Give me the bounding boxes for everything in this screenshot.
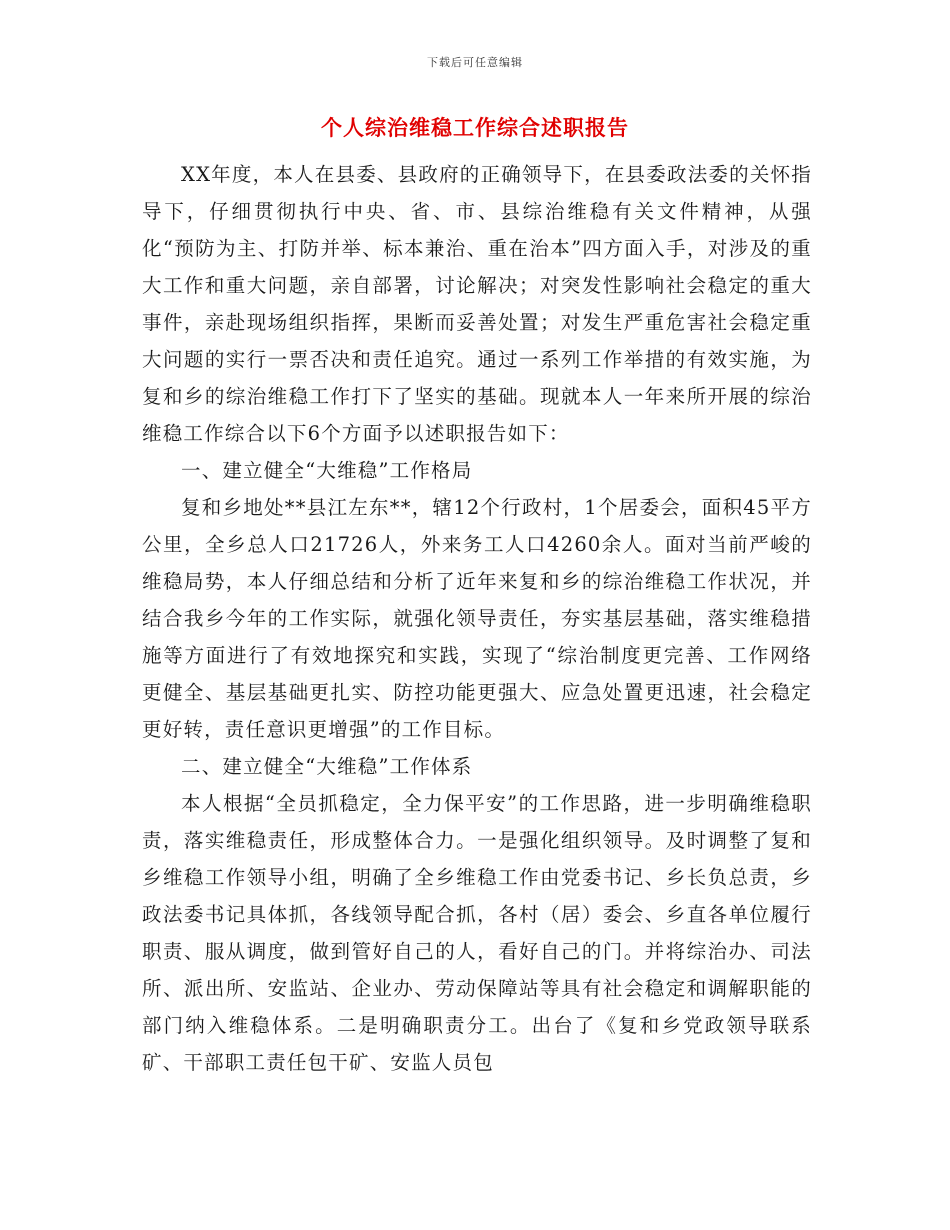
paragraph-section-2: 本人根据“全员抓稳定，全力保平安”的工作思路，进一步明确维稳职责，落实维稳责任，形成整体合力。一是强化组织领导。及时调整了复和乡维稳工作领导小组，明确了全乡维稳工作由党委书记、乡长负总责，乡政法委书记具体抓，各线领导配合抓，各村（居）委会、乡直各单位履行职责、服从调度，做到管好自己的人，看好自己的门。并将综治办、司法所、派出所、安监站、企业办、劳动保障站等具有社会稳定和调解职能的部门纳入维稳体系。二是明确职责分工。出台了《复和乡党政领导联系矿、干部职工责任包干矿、安监人员包 xyxy=(142,792,812,1074)
document-body xyxy=(142,156,812,1081)
section-heading-2: 二、建立健全“大维稳”工作体系 xyxy=(181,755,473,778)
document-title: 个人综治维稳工作综合述职报告 xyxy=(321,115,629,140)
paragraph-section-1: 复和乡地处**县江左东**，辖12个行政村，1个居委会，面积45平方公里，全乡总人口21726人，外来务工人口4260余人。面对当前严峻的维稳局势，本人仔细总结和分析了近年来复和乡的综治维稳工作状况，并结合我乡今年的工作实际，就强化领导责任，夯实基层基础，落实维稳措施等方面进行了有效地探究和实践，实现了“综治制度更完善、工作网络更健全、基层基础更扎实、防控功能更强大、应急处置更迅速，社会稳定更好转，责任意识更增强”的工作目标。 xyxy=(142,496,812,741)
header-note: 下载后可任意编辑 xyxy=(427,56,523,69)
paragraph-intro: XX年度，本人在县委、县政府的正确领导下，在县委政法委的关怀指导下，仔细贯彻执行中央、省、市、县综治维稳有关文件精神，从强化“预防为主、打防并举、标本兼治、重在治本”四方面入手，对涉及的重大工作和重大问题，亲自部署，讨论解决；对突发性影响社会稳定的重大事件，亲赴现场组织指挥，果断而妥善处置；对发生严重危害社会稳定重大问题的实行一票否决和责任追究。通过一系列工作举措的有效实施，为复和乡的综治维稳工作打下了坚实的基础。现就本人一年来所开展的综治维稳工作综合以下6个方面予以述职报告如下： xyxy=(142,163,812,445)
section-heading-1: 一、建立健全“大维稳”工作格局 xyxy=(181,459,473,482)
